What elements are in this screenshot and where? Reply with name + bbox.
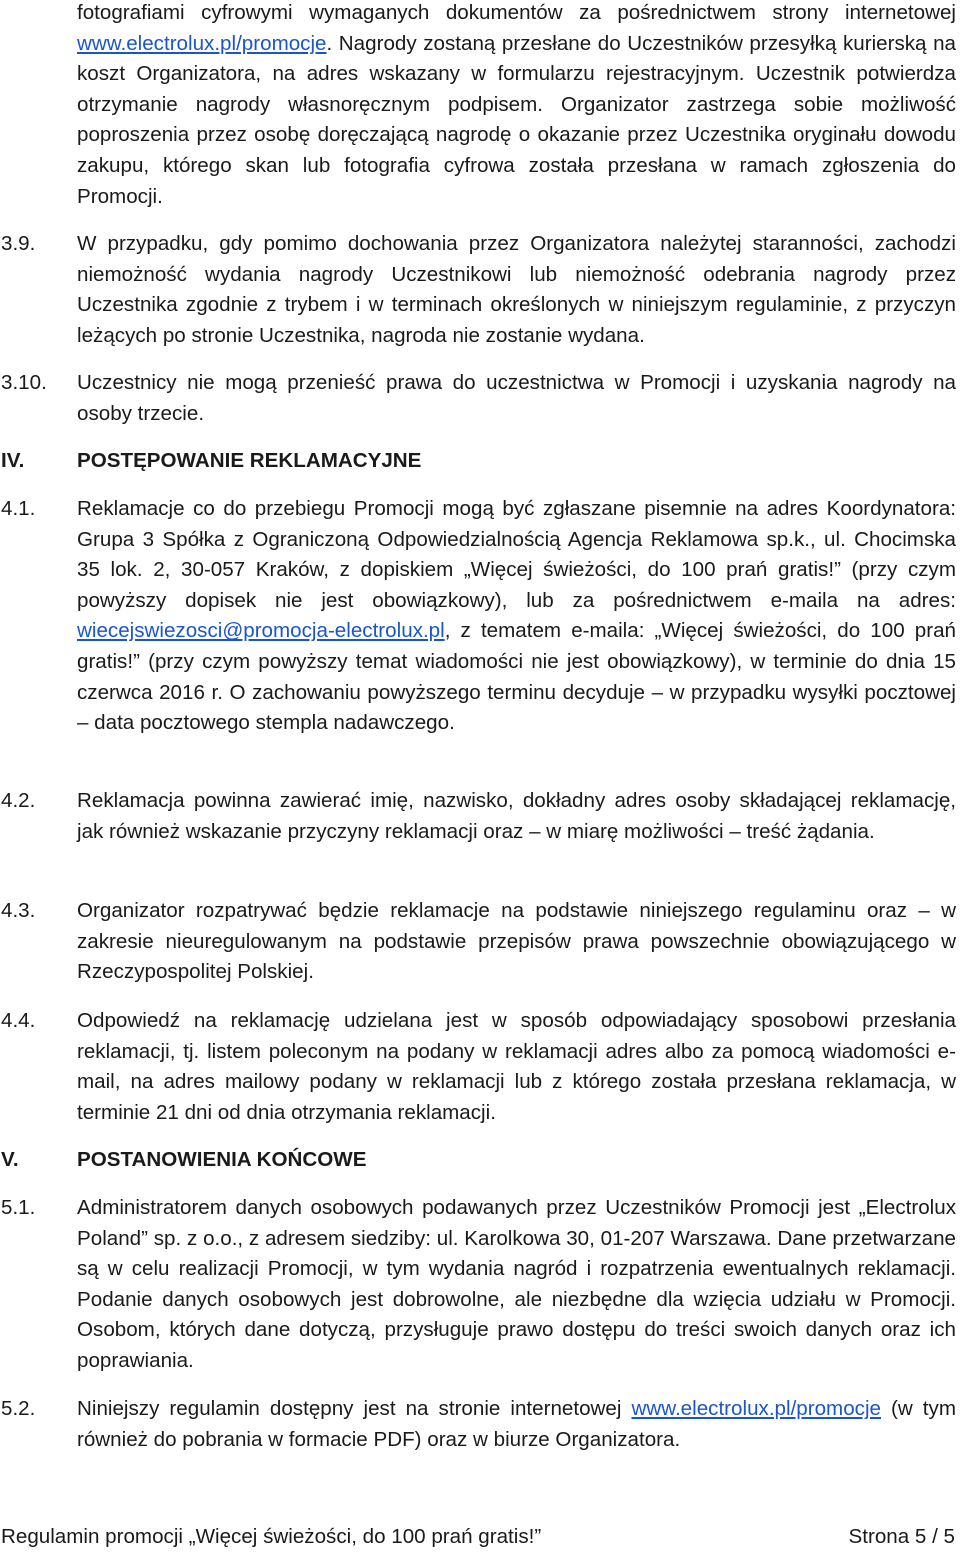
paragraph-number: 5.1. — [1, 1196, 36, 1219]
page-number: Strona 5 / 5 — [848, 1525, 955, 1548]
promo-website-link[interactable]: www.electrolux.pl/promocje — [77, 31, 327, 55]
paragraph-text: Reklamacja powinna zawierać imię, nazwisko, dokładny adres osoby składającej reklamację, jak również wskazanie przyczyny reklamacji oraz – w miarę możliwości – treść żądania. — [77, 789, 956, 843]
paragraph-number: 3.10. — [1, 371, 47, 394]
paragraph-number: 3.9. — [1, 232, 36, 255]
paragraph-5-1 — [0, 1193, 956, 1377]
paragraph-5-2 — [0, 1394, 956, 1455]
paragraph-text: , z tematem e-maila: „Więcej świeżości, do 100 prań gratis!” (przy czym powyższy temat wiadomości nie jest obowiązkowy), w terminie do dnia 15 czerwca 2016 r. O zachowaniu powyższego terminu decyduje – w przypadku wysyłki pocztowej – data pocztowego stempla nadawczego. — [77, 619, 956, 735]
paragraph-text: Administratorem danych osobowych podawanych przez Uczestników Promocji jest „Electrolux Poland” sp. z o.o., z adresem siedziby: ul. Karolkowa 30, 01-207 Warszawa. Dane przetwarzane są w celu realizacji Promocji, w tym wydania nagród i rozpatrzenia ewentualnych reklamacji. Podanie danych osobowych jest dobrowolne, ale niezbędne dla wzięcia udziału w Promocji. Osobom, których dane dotyczą, przysługuje prawo dostępu do treści swoich danych oraz ich poprawiania. — [77, 1196, 956, 1372]
paragraph-number: 4.4. — [1, 1009, 36, 1032]
section-number: IV. — [1, 449, 25, 472]
footer-title: Regulamin promocji „Więcej świeżości, do 100 prań gratis!” — [1, 1525, 542, 1548]
paragraph-4-1 — [0, 494, 956, 739]
section-title: POSTĘPOWANIE REKLAMACYJNE — [77, 449, 422, 472]
paragraph-number: 4.2. — [1, 789, 36, 812]
paragraph-4-2 — [0, 786, 956, 847]
paragraph-number: 5.2. — [1, 1397, 36, 1420]
paragraph-text: Uczestnicy nie mogą przenieść prawa do uczestnictwa w Promocji i uzyskania nagrody na osoby trzecie. — [77, 371, 956, 425]
paragraph-3-10 — [0, 368, 956, 429]
page-footer — [1, 1522, 955, 1553]
paragraph-text: (w tym również do pobrania w formacie PDF) oraz w biurze Organizatora. — [77, 1397, 956, 1451]
paragraph-4-3 — [0, 896, 956, 988]
complaint-email-link[interactable]: wiecejswiezosci@promocja-electrolux.pl — [77, 619, 445, 643]
paragraph-number: 4.1. — [1, 497, 36, 520]
section-heading-iv — [0, 446, 956, 477]
section-number: V. — [1, 1148, 19, 1171]
paragraph-text: Niniejszy regulamin dostępny jest na stronie internetowej — [77, 1397, 632, 1420]
regulations-website-link[interactable]: www.electrolux.pl/promocje — [631, 1397, 881, 1420]
paragraph-text: Organizator rozpatrywać będzie reklamacje na podstawie niniejszego regulaminu oraz – w zakresie nieuregulowanym na podstawie przepisów prawa powszechnie obowiązującego w Rzeczypospolitej Polskiej. — [77, 899, 956, 984]
paragraph-text: . Nagrody zostaną przesłane do Uczestników przesyłką kurierską na koszt Organizatora, na adres wskazany w formularzu rejestracyjnym. Uczestnik potwierdza otrzymanie nagrody własnoręcznym podpisem. Organizator zastrzega sobie możliwość poproszenia przez osobę doręczającą nagrodę o okazanie przez Uczestnika oryginału dowodu zakupu, którego skan lub fotografia cyfrowa została przesłana w ramach zgłoszenia do Promocji. — [77, 31, 956, 208]
paragraph-number: 4.3. — [1, 899, 36, 922]
paragraph-text: W przypadku, gdy pomimo dochowania przez Organizatora należytej staranności, zachodzi niemożność wydania nagrody Uczestnikowi lub niemożność odebrania nagrody przez Uczestnika zgodnie z trybem i w terminach określonych w niniejszym regulaminie, z przyczyn leżących po stronie Uczestnika, nagroda nie zostanie wydana. — [77, 232, 956, 347]
paragraph-4-4 — [0, 1006, 956, 1128]
paragraph-text: fotografiami cyfrowymi wymaganych dokumentów za pośrednictwem strony internetowej — [77, 1, 956, 24]
paragraph-text: Odpowiedź na reklamację udzielana jest w sposób odpowiadający sposobowi przesłania reklamacji, tj. listem poleconym na podany w reklamacji adres albo za pomocą wiadomości e-mail, na adres mailowy podany w reklamacji lub z którego została przesłana reklamacja, w terminie 21 dni od dnia otrzymania reklamacji. — [77, 1009, 956, 1124]
paragraph-3-8-continuation — [0, 0, 956, 212]
section-heading-v — [0, 1145, 956, 1176]
paragraph-3-9 — [0, 229, 956, 351]
paragraph-text: Reklamacje co do przebiegu Promocji mogą być zgłaszane pisemnie na adres Koordynatora: Grupa 3 Spółka z Ograniczoną Odpowiedzialnością Agencja Reklamowa sp.k., ul. Chocimska 35 lok. 2, 30-057 Kraków, z dopiskiem „Więcej świeżości, do 100 prań gratis!” (przy czym powyższy dopisek nie jest obowiązkowy), lub za pośrednictwem e-maila na adres: — [77, 497, 956, 612]
section-title: POSTANOWIENIA KOŃCOWE — [77, 1148, 367, 1171]
